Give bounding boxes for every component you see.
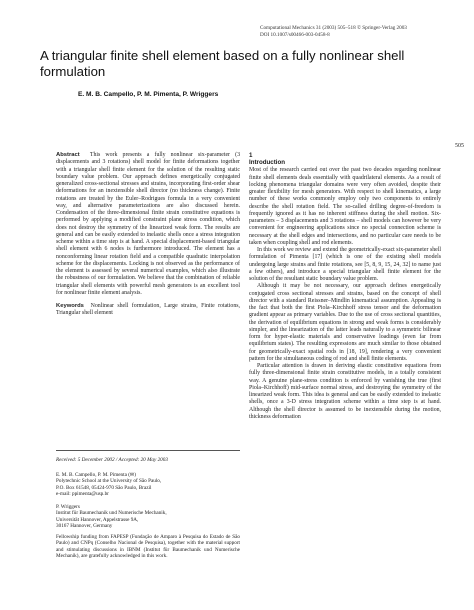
abstract: [56, 152, 240, 297]
keywords-text: Nonlinear shell formulation, Large strains, Finite rotations, Triangular shell element: [56, 303, 240, 317]
acknowledgement: Fellowship funding from FAPESP (Fundação de Amparo à Pesquisa do Estado de São Paulo) and CNPq (Conselho Nacional de Pesquisa), together with the material support and stimulating discussions in IBNM (Institut für Baumechanik und Numerische Mechanik), are gratefully acknowledged in this work.: [56, 533, 240, 559]
intro-paragraph: Particular attention is drawn in deriving elastic constitutive equations from fully three-dimensional finite strain constitutive models, in a totally consistent way. A genuine plane-stress condition is enforced by vanishing the true (first Piola–Kirchhoff) mid-surface normal stress, and destroying the symmetry of the linearized weak form. This idea is general and can be easily extended to inelastic shells, once a 3-D stress integration scheme within a time step is at hand. Although the shell director is assumed to be inextensible during the motion, thickness deformation: [249, 363, 441, 420]
article-title: A triangular finite shell element based on a fully nonlinear shell formulation: [40, 48, 405, 79]
left-column: [56, 152, 240, 318]
affiliation-1-email[interactable]: e-mail: ppimenta@usp.br: [56, 491, 109, 497]
abstract-text: This work presents a fully nonlinear six-parameter (3 displacements and 3 rotations) shell model for finite deformations together with a triangular shell finite element for the solution of the resulting static boundary value problem. Our approach defines energetically conjugated generalized cross-sectional stresses and strains, incorporating first-order shear deformations for an inextensible shell director (no thickness change). Finite rotations are treated by the Euler–Rodrigues formula in a very convenient way, and alternative parameterizations are also discussed herein. Condensation of the three-dimensional finite strain constitutive equations is performed by applying a modified constraint plane stress condition, which does not destroy the symmetry of the linearized weak form. The results are general and can be easily extended to inelastic shells once a stress integration scheme within a time step is at hand. A special displacement-based triangular shell element with 6 nodes is furthermore introduced. The element has a nonconforming linear rotation field and a compatible quadratic interpolation scheme for the displacements. Locking is not observed as the performance of the element is assessed by several numerical examples, which also illustrate the robustness of our formulation. We believe that the combination of reliable triangular shell elements with powerful mesh generators is an excellent tool for nonlinear finite element analysis.: [56, 152, 240, 296]
keywords: [56, 303, 240, 318]
abstract-label: Abstract: [56, 152, 80, 158]
footnote-divider: [56, 450, 240, 451]
affiliation-1-name: E. M. B. Campello, P. M. Pimenta (✉): [56, 471, 136, 478]
section-number: 1: [249, 152, 253, 159]
affiliation-2-line-2: Universität Hannover, Appelstrasse 9A,: [56, 516, 139, 523]
affiliation-1-line-1: Polytechnic School at the University of São Paulo,: [56, 478, 162, 484]
right-column: [249, 152, 441, 421]
article-authors: E. M. B. Campello, P. M. Pimenta, P. Wriggers: [78, 91, 219, 98]
intro-paragraph: Although it may be not necessary, our approach defines energetically conjugated cross sectional stresses and strains, based on the concept of shell director with a standard Reissner–Mindlin kinematical assumption. Appealing is the fact that both the first Piola–Kirchhoff stress tensor and the deformation gradient appear as primary variables. Due to the use of cross sectional quantities, the derivation of equilibrium equations in strong and weak forms is considerably simpler, and the linearization of the latter leads naturally to a symmetric bilinear form for hyper-elastic materials and conservative loadings (even far from equilibrium states). The resulting expressions are much similar to those obtained for geometrically-exact spatial rods in [18, 19], rendering a very convenient pattern for the simultaneous coding of rod and shell finite elements.: [249, 283, 441, 362]
affiliation-2: [56, 504, 240, 530]
affiliation-2-line-1: Institut für Baumechanik und Numerische Mechanik,: [56, 510, 167, 516]
journal-citation: Computational Mechanics 31 (2003) 505–518 © Springer-Verlag 2003: [260, 25, 407, 31]
section-title: Introduction: [249, 159, 286, 167]
affiliation-2-line-3: 30167 Hannover, Germany: [56, 523, 113, 529]
intro-paragraph: In this work we review and extend the geometrically-exact six-parameter shell formulation of Pimenta [17] (which is one of the existing shell models undergoing large strains and finite rotations, see [5, 8, 9, 15, 24, 32] to name just a few others), and introduce a special triangular shell finite element for the solution of the resultant static boundary value problem.: [249, 247, 441, 283]
footnote-block: [56, 457, 240, 560]
affiliation-2-name: P. Wriggers: [56, 503, 80, 510]
affiliation-1: [56, 472, 240, 498]
intro-paragraph: Most of the research carried out over the past two decades regarding nonlinear finite shell elements deals essentially with quadrilateral elements. As a result of locking phenomena triangular domains were very often avoided, despite their greater flexibility for mesh generators. With respect to shell kinematics, a large number of these works commonly employ only two components to entirely describe the shell rotation field. The so-called drilling degree-of-freedom is frequently ignored as it has no inherent stiffness during the shell motion. Six-parameters – 3 displacements and 3 rotations – shell models can however be very convenient for engineering applications since no special connection scheme is necessary at the shell edges and intersections, and no particular care needs to be taken when coupling shell and rod elements.: [249, 167, 441, 246]
journal-doi: DOI 10.1007/s00466-003-0458-8: [260, 31, 330, 38]
received-dates: Received: 5 December 2002 / Accepted: 20 May 2003: [56, 457, 168, 463]
affiliation-1-line-2: P.O. Box 61548, 05424-970 São Paulo, Brazil: [56, 484, 152, 491]
journal-header: [260, 25, 460, 38]
keywords-label: Keywords: [56, 303, 84, 309]
page-number: 505: [455, 143, 464, 149]
